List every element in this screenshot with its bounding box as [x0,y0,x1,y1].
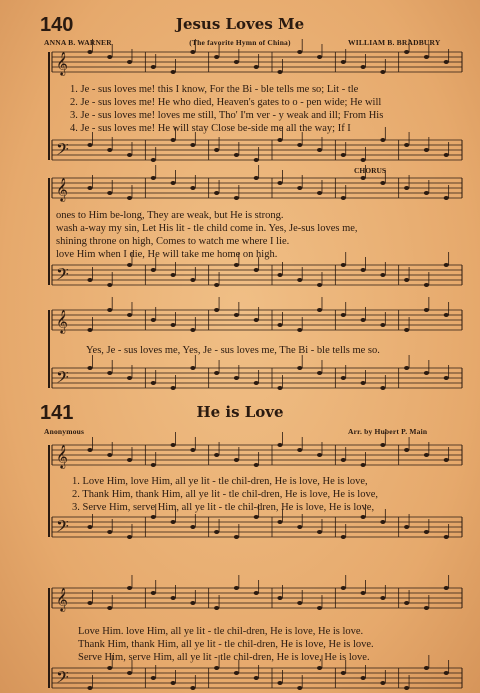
note-head [151,381,156,385]
note-head [380,181,385,185]
note-head [151,515,156,519]
note-head [171,138,176,142]
note-head [404,50,409,54]
note-head [341,263,346,267]
note-head [317,191,322,195]
note-head [404,686,409,690]
verse-4-line-1: 4. Je - sus loves me! He will stay Close be-side me all the way; If I [70,123,351,134]
note-head [361,268,366,272]
note-head [254,158,259,162]
note-head [190,186,195,190]
hymn141-verse-1-line-1: 1. Love Him, love Him, all ye lit - tle chil-dren, He is love, He is love, [72,476,368,487]
note-head [214,148,219,152]
note-head [107,55,112,59]
note-head [151,268,156,272]
note-head [107,283,112,287]
note-head [214,308,219,312]
note-head [234,586,239,590]
note-head [424,606,429,610]
note-head [380,70,385,74]
note-head [254,381,259,385]
clef-icon: 𝄞 [56,177,68,201]
note-head [87,525,92,529]
chorus-label: CHORUS [354,166,387,175]
note-head [424,371,429,375]
note-head [87,278,92,282]
hymn141-verse-2-line-2: Thank Him, thank Him, all ye lit - tle chil-dren, He is love, He is love. [78,639,374,650]
note-head [234,671,239,675]
note-head [424,530,429,534]
clef-icon: 𝄞 [56,51,68,75]
note-head [444,153,449,157]
note-head [151,318,156,322]
hymn-composer-140: WILLIAM B. BRADBURY [348,38,441,47]
note-head [107,148,112,152]
note-head [424,148,429,152]
note-head [171,681,176,685]
note-head [277,520,282,524]
note-head [424,308,429,312]
clef-icon: 𝄢 [56,667,69,691]
note-head [234,196,239,200]
note-head [341,458,346,462]
note-head [361,591,366,595]
note-head [190,50,195,54]
note-head [277,181,282,185]
hymn-author-140: ANNA B. WARNER [44,38,112,47]
note-head [214,530,219,534]
note-head [127,60,132,64]
note-head [190,448,195,452]
note-head [87,601,92,605]
note-head [444,263,449,267]
note-head [107,371,112,375]
verse-1-line-2: ones to Him be-long, They are weak, but He is strong. [56,210,284,221]
note-head [317,666,322,670]
note-head [127,196,132,200]
note-head [297,366,302,370]
note-head [444,535,449,539]
verse-4-line-2: love Him when I die, He will take me home on high. [56,249,278,260]
note-head [404,366,409,370]
note-head [361,318,366,322]
note-head [380,681,385,685]
note-head [190,328,195,332]
note-head [277,273,282,277]
note-head [234,263,239,267]
hymn-number-140: 140 [40,14,74,36]
note-head [341,313,346,317]
note-head [297,601,302,605]
note-head [277,681,282,685]
note-head [127,535,132,539]
clef-icon: 𝄢 [56,516,69,540]
note-head [424,55,429,59]
note-head [317,453,322,457]
note-head [254,318,259,322]
note-head [254,676,259,680]
note-head [234,60,239,64]
hymn141-verse-3-line-2: Serve Him, serve Him, all ye lit - tle chil-dren, He is love, He is love. [78,652,370,663]
verse-1-line-1: 1. Je - sus loves me! this I know, For the Bi - ble tells me so; Lit - tle [70,84,359,95]
note-head [214,371,219,375]
verse-3-line-1: 3. Je - sus loves me! loves me still, Tho' I'm ver - y weak and ill; From His [70,110,384,121]
note-head [234,153,239,157]
note-head [234,458,239,462]
note-head [444,196,449,200]
note-head [424,191,429,195]
note-head [297,143,302,147]
chorus-line: Yes, Je - sus loves me, Yes, Je - sus loves me, The Bi - ble tells me so. [86,345,380,356]
note-head [87,686,92,690]
note-head [190,601,195,605]
note-head [254,515,259,519]
note-head [444,458,449,462]
note-head [107,191,112,195]
note-head [380,386,385,390]
note-head [404,525,409,529]
note-head [190,366,195,370]
hymn141-verse-2-line-1: 2. Thank Him, thank Him, all ye lit - tle chil-dren, He is love, He is love, [72,489,378,500]
note-head [151,176,156,180]
clef-icon: 𝄞 [56,587,68,611]
note-head [87,50,92,54]
note-head [151,591,156,595]
clef-icon: 𝄢 [56,367,69,391]
note-head [317,55,322,59]
note-head [127,263,132,267]
note-head [254,268,259,272]
note-head [341,586,346,590]
hymn-title-140: Jesus Loves Me [175,15,305,33]
note-head [317,308,322,312]
note-head [151,463,156,467]
note-head [444,60,449,64]
hymn-number-141: 141 [40,402,74,424]
note-head [297,448,302,452]
note-head [297,328,302,332]
note-head [107,606,112,610]
note-head [380,596,385,600]
note-head [297,525,302,529]
note-head [234,535,239,539]
note-head [87,448,92,452]
note-head [234,376,239,380]
note-head [127,671,132,675]
note-head [127,313,132,317]
note-head [171,520,176,524]
note-head [404,328,409,332]
verse-3-line-2: shining throne on high, Comes to watch me where I lie. [56,236,290,247]
clef-icon: 𝄞 [56,309,68,333]
hymn-subtitle-140: (The favorite Hymn of China) [189,38,291,47]
note-head [127,458,132,462]
note-head [87,186,92,190]
note-head [380,520,385,524]
note-head [254,65,259,69]
note-head [151,676,156,680]
note-head [277,323,282,327]
note-head [107,453,112,457]
note-head [254,463,259,467]
note-head [277,70,282,74]
note-head [254,176,259,180]
note-head [380,443,385,447]
note-head [361,176,366,180]
note-head [190,525,195,529]
note-head [214,283,219,287]
verse-2-line-1: 2. Je - sus loves me! He who died, Heaven's gates to o - pen wide; He will [70,97,382,108]
note-head [341,196,346,200]
clef-icon: 𝄢 [56,139,69,163]
note-head [171,443,176,447]
note-head [380,323,385,327]
note-head [87,328,92,332]
note-head [277,443,282,447]
note-head [127,586,132,590]
note-head [444,586,449,590]
note-head [317,283,322,287]
note-head [341,535,346,539]
note-head [424,666,429,670]
note-head [317,530,322,534]
note-head [190,686,195,690]
note-head [341,671,346,675]
note-head [361,65,366,69]
note-head [404,601,409,605]
note-head [404,186,409,190]
note-head [107,308,112,312]
note-head [171,323,176,327]
note-head [404,143,409,147]
note-head [317,148,322,152]
note-head [151,158,156,162]
note-head [380,138,385,142]
note-head [404,448,409,452]
note-head [297,186,302,190]
clef-icon: 𝄞 [56,444,68,468]
note-head [171,386,176,390]
note-head [214,453,219,457]
note-head [254,591,259,595]
note-head [127,376,132,380]
verse-2-line-2: wash a-way my sin, Let His lit - tle child come in. Yes, Je-sus loves me, [56,223,358,234]
note-head [171,181,176,185]
note-head [190,143,195,147]
note-head [361,158,366,162]
note-head [424,453,429,457]
note-head [361,463,366,467]
note-head [277,138,282,142]
note-head [361,381,366,385]
note-head [380,273,385,277]
note-head [444,376,449,380]
hymn141-verse-3-line-1: 3. Serve Him, serve Him, all ye lit - tle chil-dren, He is love, He is love, [72,502,375,513]
note-head [190,278,195,282]
note-head [107,666,112,670]
hymn-composer-141: Arr. by Hubert P. Main [348,427,428,436]
note-head [171,70,176,74]
hymn141-verse-1-line-2: Love Him. love Him, all ye lit - tle chil-dren, He is love, He is love. [78,626,364,637]
note-head [361,676,366,680]
clef-icon: 𝄢 [56,264,69,288]
note-head [297,278,302,282]
note-head [127,153,132,157]
note-head [277,596,282,600]
note-head [317,606,322,610]
note-head [151,65,156,69]
note-head [87,143,92,147]
note-head [297,686,302,690]
note-head [341,153,346,157]
note-head [214,606,219,610]
note-head [444,671,449,675]
note-head [277,386,282,390]
note-head [341,60,346,64]
note-head [87,366,92,370]
note-head [297,50,302,54]
note-head [341,376,346,380]
note-head [214,191,219,195]
note-head [171,273,176,277]
hymn-author-141: Anonymous [44,427,85,436]
note-head [444,313,449,317]
note-head [234,313,239,317]
note-head [214,666,219,670]
note-head [171,596,176,600]
note-head [317,371,322,375]
note-head [107,530,112,534]
note-head [214,55,219,59]
hymn-title-141: He is Love [196,403,284,421]
note-head [424,283,429,287]
note-head [404,278,409,282]
note-head [361,515,366,519]
